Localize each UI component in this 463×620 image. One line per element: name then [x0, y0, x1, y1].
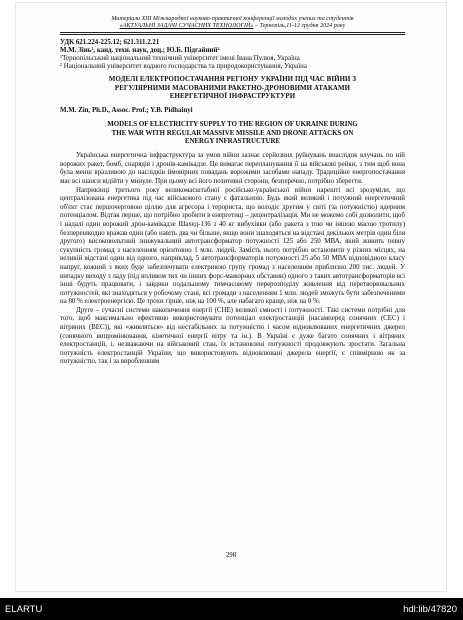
affiliation-1: ¹Тернопільський національний технічний університет імені Івана Пулюя, Україна: [60, 55, 300, 63]
repository-name: ELARTU: [5, 604, 43, 615]
paragraph: Українська енергетична інфраструктура за умов війни зазнає серйозних руйнувань внаслідок влучань по ній ворожих ракет, бомб, снарядів і дронів-камікадзе. Це вимагає перепланування її на військові рейки, з тим щоб вона була менш вразливою до наслідків ймовірних повадань ворожими засобами нападу. Традиційне енергопостачання має всі шанси відійти у минуле. При цьому всі його позитивні сторони, безперечно, потрібно зберегти.: [60, 152, 405, 185]
body-text: [60, 152, 405, 367]
document-page: [15, 2, 447, 592]
conference-name: «АКТУАЛЬНІ ЗАДАЧІ СУЧАСНИХ ТЕХНОЛОГІЙ»: [119, 23, 254, 30]
conference-place-date: – Тернопіль,11-12 грудня 2024 року: [253, 23, 346, 30]
authors-en: M.M. Zin, Ph.D., Assoc. Prof.; Y.B. Pidhainyi: [60, 107, 193, 115]
viewer-footer-bar: [0, 598, 463, 620]
conference-header: [60, 16, 405, 31]
affiliation-2: ² Національний університет водного господарства та природокористування, Україна: [60, 63, 307, 71]
title-uk: [60, 76, 405, 101]
page-number: 298: [225, 552, 237, 559]
header-line-1: Матеріали XIII Міжнародної науково-практичної конференції молодих учених та студентів: [111, 16, 354, 22]
title-uk-line: МОДЕЛІ ЕЛЕКТРОПОСТАЧАННЯ РЕГІОНУ УКРАЇНИ ПІД ЧАС ВІЙНИ З: [108, 76, 357, 84]
page-content: [60, 16, 405, 367]
paragraph: Друге – сучасні системи накопичення енергії (СНЕ) великої ємності і потужності. Такі системи потрібні для того, щоб максимально ефективно використовувати потенціал електростанцій (насамперед сонячних (СЕС) і вітряних (ВЕС)), які «живляться» від нестабільних за потужністю і часом відновлюваних енергетичних джерел (сонячного випромінювання, кінетичної енергії вітру та ін.). В Україні є дуже багато сонячних і вітряних електростанцій, і, незважаючи на військовий стан, їх встановлені потужності продовжують зростати. Загальна потужність електростанцій України, що використовують відновлювані джерела енергії, є співмірною як за потужністю, так і за виробленням: [60, 306, 405, 366]
handle-id: hdl:lib/47820: [403, 604, 457, 615]
title-en-line: MODELS OF ELECTRICITY SUPPLY TO THE REGION OF UKRAINE DURING: [107, 121, 358, 129]
title-en: [60, 121, 405, 146]
title-uk-line: РЕГУЛЯРНИМИ МАСОВАНИМИ РАКЕТНО-ДРОНОВИМИ АТАКАМИ: [114, 84, 351, 92]
title-en-line: THE WAR WITH REGULAR MASSIVE MISSILE AND DRONE ATTACKS ON: [111, 129, 354, 137]
authors-uk: М.М. Зінь¹, канд. техн. наук, доц.; Ю.Б. Підгайний²: [60, 47, 220, 55]
title-en-line: ENERGY INFRASTRUCTURE: [184, 137, 281, 145]
header-rule: [60, 32, 405, 36]
paragraph: Наприкінці третього року великомасштабної російсько-української війни нарешті всі зрозуміли, що централізована енергетика під час військового стану є фатальною. Будь який великий і потужний енергетичний об'єкт стає першочерговою ціллю для агресора і терориста, що володіє другим у світі (за потужністю) ядерним потенціалом. Відтак першe, що потрібно зробити в енергетиці – децентралізація. Ми не можемо собі дозволити, щоб і надалі один ворожий дрон-камікадзе Шахед-136 з 40 кг вибухівки (або ракета з тою чи іншою масою тротилу) безперешкодно вражав один (або навіть два чи більше, якщо вони знаходяться на відстані декількох метрів один біля другого) високовольтний знижувальний автотрансформатор потужності 125 або 250 МВА, який живить певну сукупність громад з населенням орієнтовно 1 млн. людей. Замість нього потрібно встановити у різних місцях, на великій відстані один від одного, наприклад, 5 автотрансформаторів потужності 25 або 50 МВА відповідного класу напруг, кожний з яких буде забезпечувати електрикою групу громад з населенням приблизно 200 тис. людей. У випадку виходу з ладу (під впливом тих чи інших форс-мажорних обставин) одного з таких автотрансформаторів всі інші будуть працювати, і завдяки подальшому тимчасовому перерозподілу живлення від перетворювальних потужностей, які знаходяться у робочому стані, всі громади з населенням 1 млн. людей зможуть бути забезпеченими на 80 % електроенергією. Це трохи гірше, ніж на 100 %, але набагато краще, ніж на 0 %.: [60, 186, 405, 306]
title-uk-line: ЕНЕРГЕТИЧНОЇ ІНФРАСТРУКТУРИ: [169, 93, 296, 100]
header-line-2: [60, 23, 405, 30]
udc-code: УДК 621.224-225.12; 621.311.2.21: [60, 39, 160, 47]
